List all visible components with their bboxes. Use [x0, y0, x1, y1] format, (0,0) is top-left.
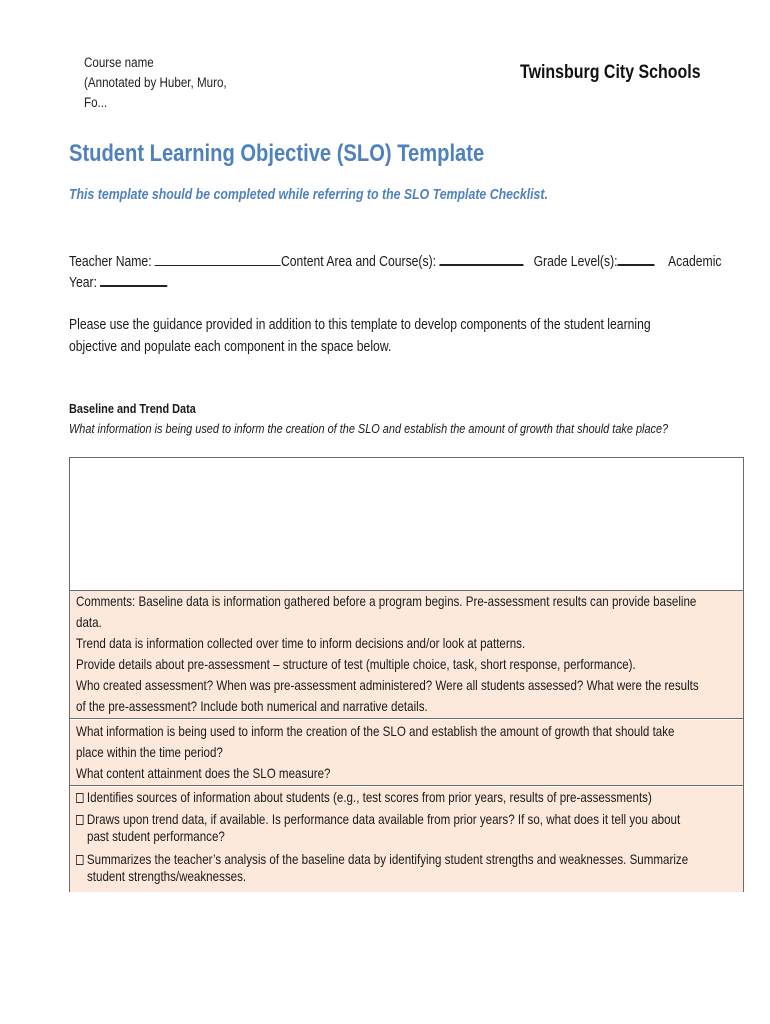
- year-row: [69, 273, 168, 291]
- annotated-by: (Annotated by Huber, Muro,: [84, 75, 227, 90]
- checkbox-icon[interactable]: [76, 855, 84, 865]
- checkbox-icon[interactable]: [76, 815, 84, 825]
- teacher-name-blank[interactable]: [155, 253, 281, 266]
- content-area-blank[interactable]: [439, 252, 523, 266]
- annotated-overflow: Fo...: [84, 95, 108, 110]
- instructions-line-2: objective and populate each component in the space below.: [69, 339, 392, 355]
- checklist-item-2-text: Draws upon trend data, if available. Is performance data available from prior years? If so, what does it tell you about: [86, 812, 681, 827]
- comments-line: Provide details about pre-assessment – structure of test (multiple choice, task, short response, performance).: [76, 657, 636, 672]
- checklist-item-2-cont: past student performance?: [87, 829, 225, 844]
- section-heading: Baseline and Trend Data: [69, 401, 196, 416]
- guidance-line: What content attainment does the SLO measure?: [76, 766, 331, 781]
- guidance-line: place within the time period?: [76, 745, 223, 760]
- page-title: Student Learning Objective (SLO) Template: [69, 140, 485, 167]
- grade-levels-label: Grade Level(s):: [533, 254, 618, 270]
- year-blank[interactable]: [100, 273, 167, 287]
- district-name: Twinsburg City Schools: [520, 62, 701, 83]
- checklist-item-1: [76, 789, 652, 807]
- checklist-item-1-text: Identifies sources of information about students (e.g., test scores from prior years, results of pre-assessments): [86, 790, 652, 805]
- comments-line: Who created assessment? When was pre-assessment administered? Were all students assessed? What were the results: [76, 678, 699, 693]
- checklist-item-2: [76, 811, 680, 829]
- teacher-name-label: Teacher Name:: [69, 254, 152, 270]
- baseline-table: [69, 457, 744, 892]
- content-area-label: Content Area and Course(s):: [280, 254, 437, 270]
- checklist-item-3: [76, 851, 688, 869]
- checklist-cell: [70, 787, 743, 892]
- comments-line: of the pre-assessment? Include both numerical and narrative details.: [76, 699, 428, 714]
- guidance-line: What information is being used to inform the creation of the SLO and establish the amount of growth that should take: [76, 724, 675, 739]
- checkbox-icon[interactable]: [76, 793, 84, 803]
- checklist-item-3-cont: student strengths/weaknesses.: [87, 869, 247, 884]
- section-question: What information is being used to inform the creation of the SLO and establish the amount of growth that should take place?: [69, 421, 669, 436]
- comments-line: Trend data is information collected over time to inform decisions and/or look at patterns.: [76, 636, 526, 651]
- course-name: Course name: [84, 55, 154, 70]
- comments-line: data.: [76, 615, 102, 630]
- fields-row: [69, 252, 722, 270]
- header-course-block: [84, 53, 264, 110]
- grade-levels-blank[interactable]: [618, 252, 655, 266]
- comments-cell: [70, 591, 743, 719]
- academic-label: Academic: [668, 254, 722, 270]
- baseline-input-area[interactable]: [70, 458, 743, 591]
- guidance-cell: [70, 720, 743, 786]
- page-subtitle: This template should be completed while referring to the SLO Template Checklist.: [69, 187, 548, 203]
- comments-line: Comments: Baseline data is information gathered before a program begins. Pre-assessment results can provide baseline: [76, 594, 697, 609]
- instructions-line-1: Please use the guidance provided in addition to this template to develop components of the student learning: [69, 317, 651, 333]
- year-label: Year:: [69, 275, 97, 291]
- checklist-item-3-text: Summarizes the teacher’s analysis of the baseline data by identifying student strengths and weaknesses. Summarize: [86, 852, 689, 867]
